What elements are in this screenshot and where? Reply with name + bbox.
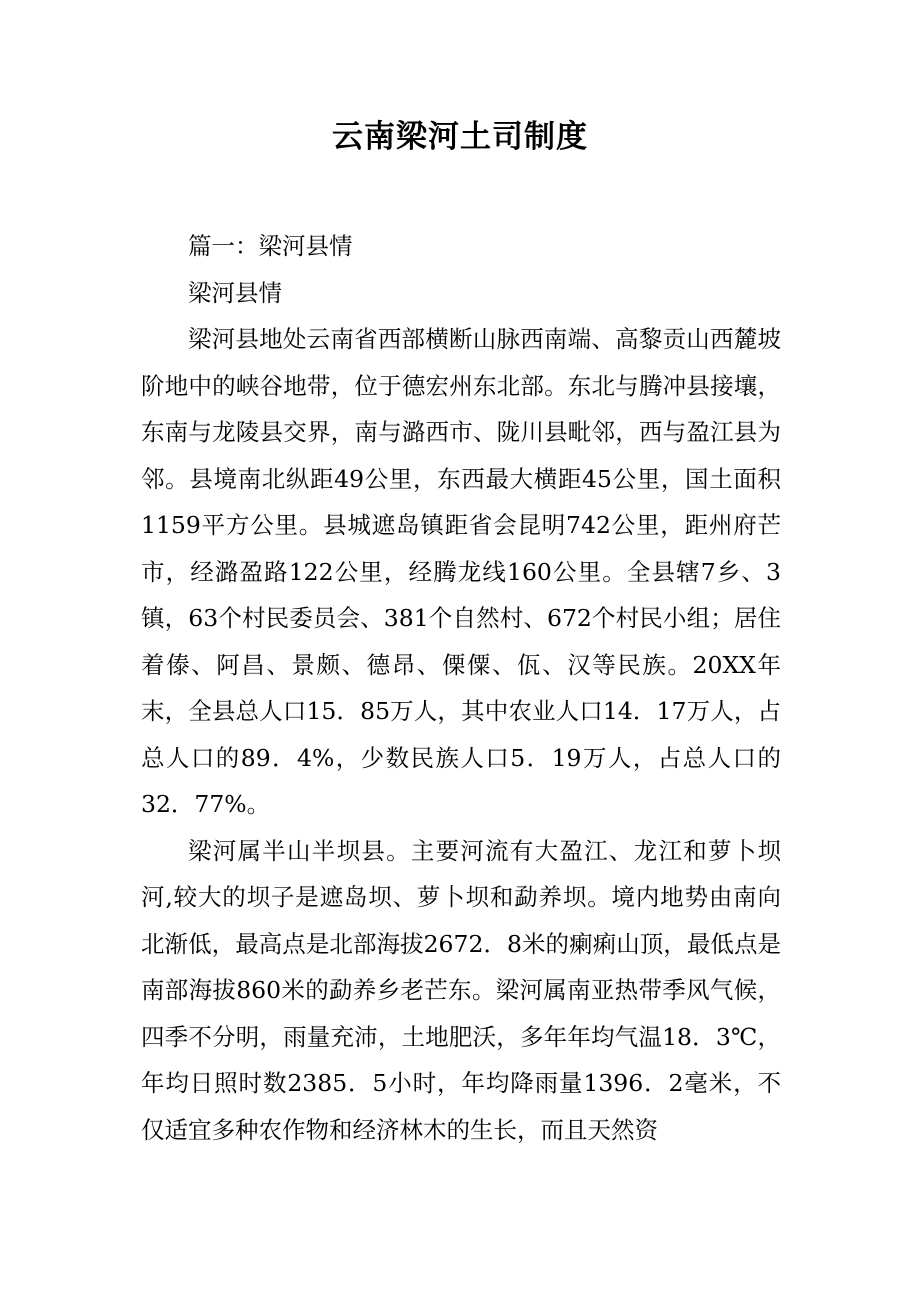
section-heading: 篇一：梁河县情 (188, 232, 353, 260)
body-paragraph-1: 梁河县地处云南省西部横断山脉西南端、高黎贡山西麓坡阶地中的峡谷地带，位于德宏州东北部。东北与腾冲县接壤，东南与龙陵县交界，南与潞西市、陇川县毗邻，西与盈江县为邻。县境南北纵距49公里，东西最大横距45公里，国土面积1159平方公里。县城遮岛镇距省会昆明742公里，距州府芒市，经潞盈路122公里，经腾龙线160公里。全县辖7乡、3镇，63个村民委员会、381个自然村、672个村民小组；居住着傣、阿昌、景颇、德昂、傈僳、佤、汉等民族。20XX年末，全县总人口15．85万人，其中农业人口14．17万人，占总人口的89．4%，少数民族人口5．19万人，占总人口的32．77%。 (141, 325, 781, 818)
subheading: 梁河县情 (188, 278, 282, 307)
body-paragraph-2: 梁河属半山半坝县。主要河流有大盈江、龙江和萝卜坝河,较大的坝子是遮岛坝、萝卜坝和勐养坝。境内地势由南向北渐低，最高点是北部海拔2672．8米的瘌痢山顶，最低点是南部海拔860米的勐养乡老芒东。梁河属南亚热带季风气候，四季不分明，雨量充沛，土地肥沃，多年年均气温18．3℃，年均日照时数2385．5小时，年均降雨量1396．2毫米，不仅适宜多种农作物和经济林木的生长，而且天然资 (141, 836, 781, 1144)
document-body (141, 223, 781, 1153)
document-title: 云南梁河土司制度 (332, 119, 588, 155)
